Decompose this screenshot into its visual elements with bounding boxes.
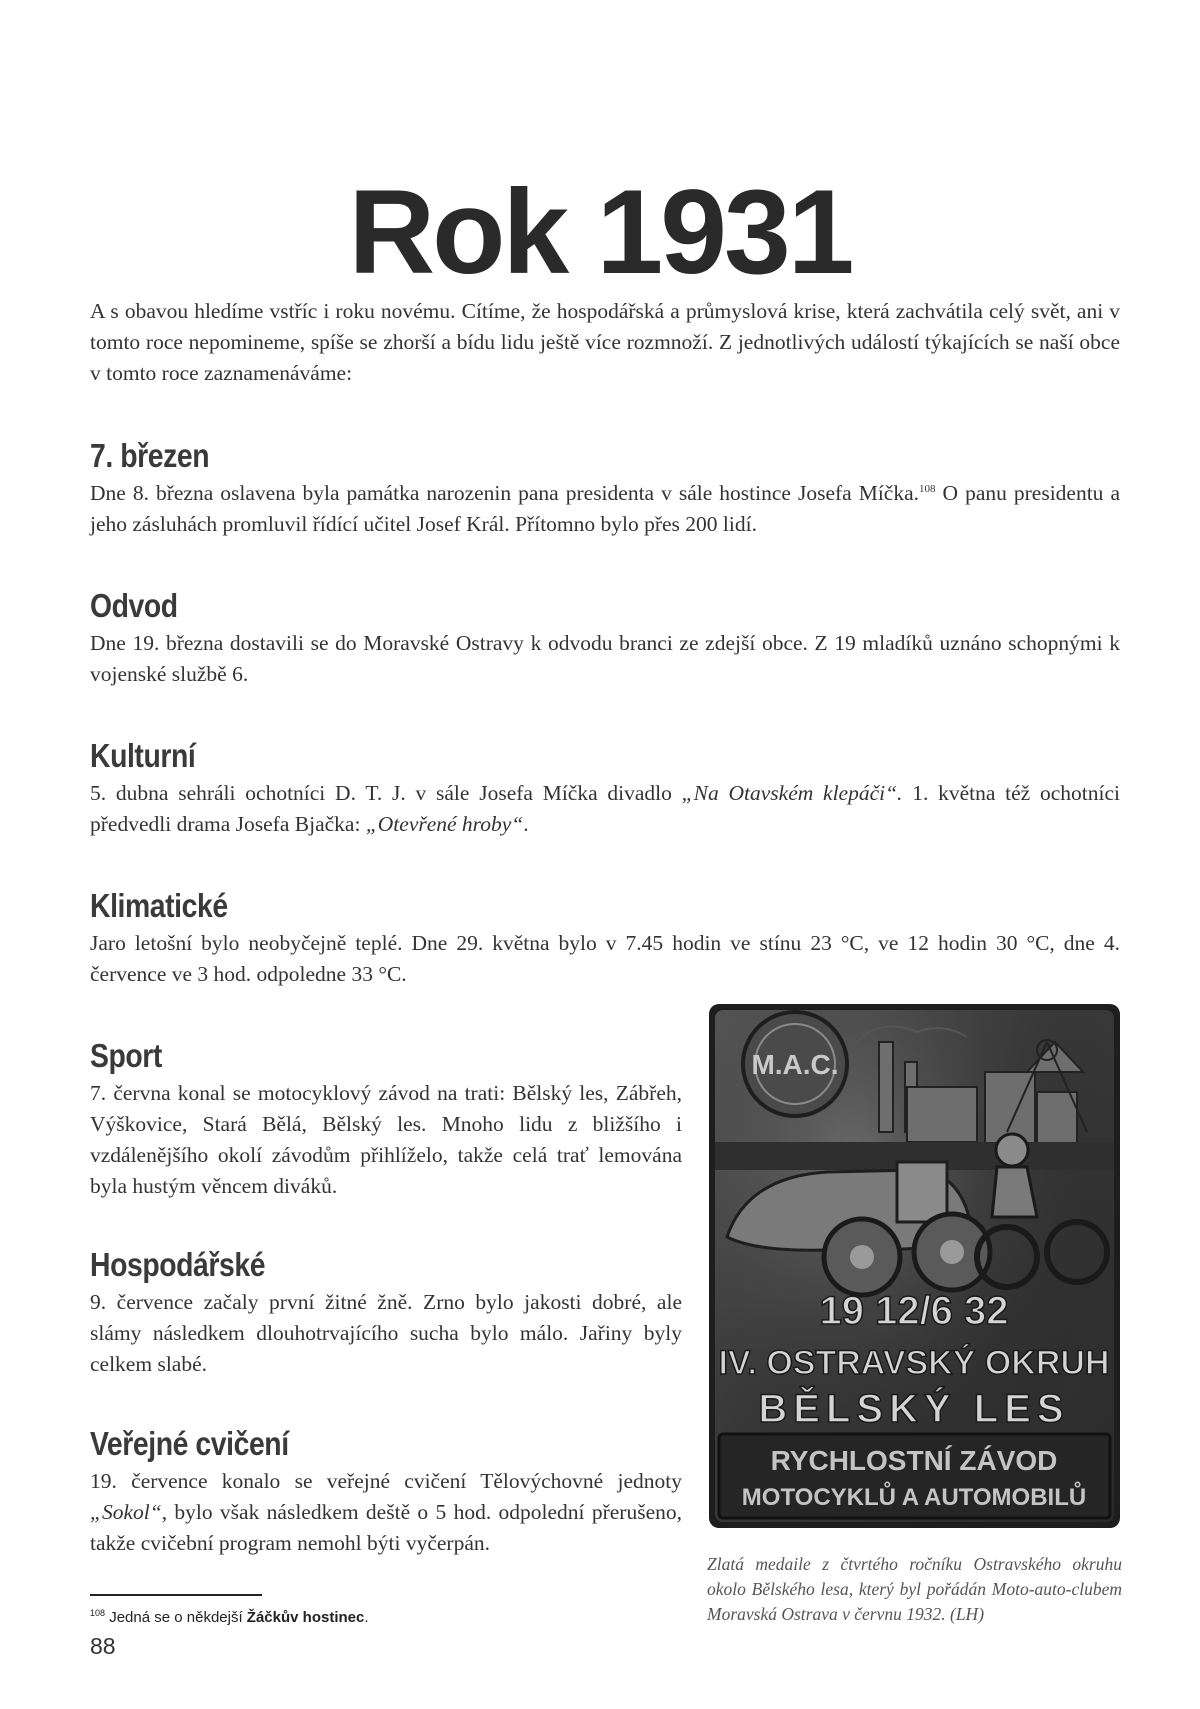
section-text-klimaticke: Jaro letošní bylo neobyčejně teplé. Dne 29. května bylo v 7.45 hodin ve stínu 23 °C, ve 12 hodin 30 °C, dne 4. července ve 3 hod. odpoledne 33 °C. <box>90 931 1120 986</box>
play-title-1: „Na Otavském klepáči“. <box>681 781 903 805</box>
section-heading-odvod: Odvod <box>90 587 178 624</box>
brezen-text-part-1: Dne 8. března oslavena byla památka narozenin pana presidenta v sále hostince Josefa Míčka. <box>90 481 920 505</box>
footnote <box>90 1603 690 1628</box>
intro-paragraph: A s obavou hledíme vstříc i roku novému. Cítíme, že hospodářská a průmyslová krise, která zachvátila celý svět, ani v tomto roce nepomineme, spíše se zhorší a bídu lidu ještě více rozmnoží. Z jednotlivých událostí týkajících se naší obce v tomto roce zaznamenáváme: <box>90 299 1120 385</box>
section-text-hospodarske: 9. července začaly první žitné žně. Zrno bylo jakosti dobré, ale slámy následkem dlouhotrvajícího sucha bylo málo. Jařiny byly celkem slabé. <box>90 1290 682 1376</box>
badge-date-text: 19 12/6 32 <box>819 1289 1009 1333</box>
section-heading-hospodarske: Hospodářské <box>90 1246 266 1283</box>
brezen-text-part-2: O panu presidentu a jeho zásluhách promluvil řídící učitel Josef Král. Přítomno bylo přes 200 lidí. <box>90 481 1120 536</box>
medal-photo <box>707 1002 1122 1530</box>
play-title-2: „Otevřené hroby“ <box>365 812 524 836</box>
section-sport <box>90 1038 682 1202</box>
badge-logo-text: M.A.C. <box>751 1049 839 1080</box>
kulturni-text-part-1: 5. dubna sehráli ochotníci D. T. J. v sále Josefa Míčka divadlo <box>90 781 682 805</box>
footnote-number: 108 <box>90 1608 106 1618</box>
sokol-name: „Sokol“ <box>90 1500 162 1524</box>
kulturni-text-part-2: 1. května též ochotníci předvedli drama Josefa Bjačka: <box>90 781 1120 836</box>
section-hospodarske <box>90 1247 682 1380</box>
section-heading-kulturni: Kulturní <box>90 737 196 774</box>
verejne-text-part-1: 19. července konalo se veřejné cvičení Tělovýchovné jednoty <box>90 1469 682 1493</box>
section-verejne-cviceni <box>90 1426 682 1559</box>
footnote-reference: 108 <box>919 482 936 495</box>
footnote-end: . <box>364 1609 369 1626</box>
section-brezen <box>90 438 1120 540</box>
section-odvod <box>90 588 1120 690</box>
section-heading-sport: Sport <box>90 1037 162 1074</box>
section-heading-brezen: 7. březen <box>90 437 210 474</box>
section-text-kulturni <box>90 778 1120 840</box>
section-text-brezen <box>90 478 1120 540</box>
footnote-text: Jedná se o někdejší <box>105 1609 247 1626</box>
section-heading-klimaticke: Klimatické <box>90 887 228 924</box>
badge-line-4-text: RYCHLOSTNÍ ZÁVOD <box>770 1445 1058 1476</box>
section-klimaticke <box>90 888 1120 990</box>
section-text-sport: 7. června konal se motocyklový závod na trati: Bělský les, Zábřeh, Výškovice, Stará Bělá, Bělský les. Mnoho lidu z bližšího i vzdálenějšího okolí závodům přihlíželo, takže celá trať lemována byla hustým věncem diváků. <box>90 1081 682 1198</box>
badge-line-5-text: MOTOCYKLŮ A AUTOMOBILŮ <box>741 1484 1087 1511</box>
section-kulturni <box>90 738 1120 840</box>
verejne-text-part-2: , bylo však následkem deště o 5 hod. odpolední přerušeno, takže cvičební program nemohl býti vyčerpán. <box>90 1500 682 1555</box>
section-heading-verejne-cviceni: Veřejné cvičení <box>90 1425 289 1462</box>
page-title: Rok 1931 <box>348 165 852 300</box>
section-text-odvod: Dne 19. března dostavili se do Moravské Ostravy k odvodu branci ze zdejší obce. Z 19 mladíků uznáno schopnými k vojenské službě 6. <box>90 631 1120 686</box>
mac-logo <box>743 1012 847 1116</box>
photo-caption: Zlatá medaile z čtvrtého ročníku Ostravského okruhu okolo Bělského lesa, který byl pořádán Moto-auto-clubem Moravská Ostrava v červnu 1932. (LH) <box>707 1554 1122 1624</box>
footnote-bold-text: Žáčkův hostinec <box>246 1609 365 1626</box>
badge-line-3-text: BĚLSKÝ LES <box>758 1387 1070 1431</box>
kulturni-text-part-3: . <box>523 812 529 836</box>
badge-line-2-text: IV. OSTRAVSKÝ OKRUH <box>718 1344 1110 1382</box>
section-text-verejne-cviceni <box>90 1466 682 1559</box>
footnote-divider <box>90 1594 262 1596</box>
page-number: 88 <box>90 1633 116 1659</box>
